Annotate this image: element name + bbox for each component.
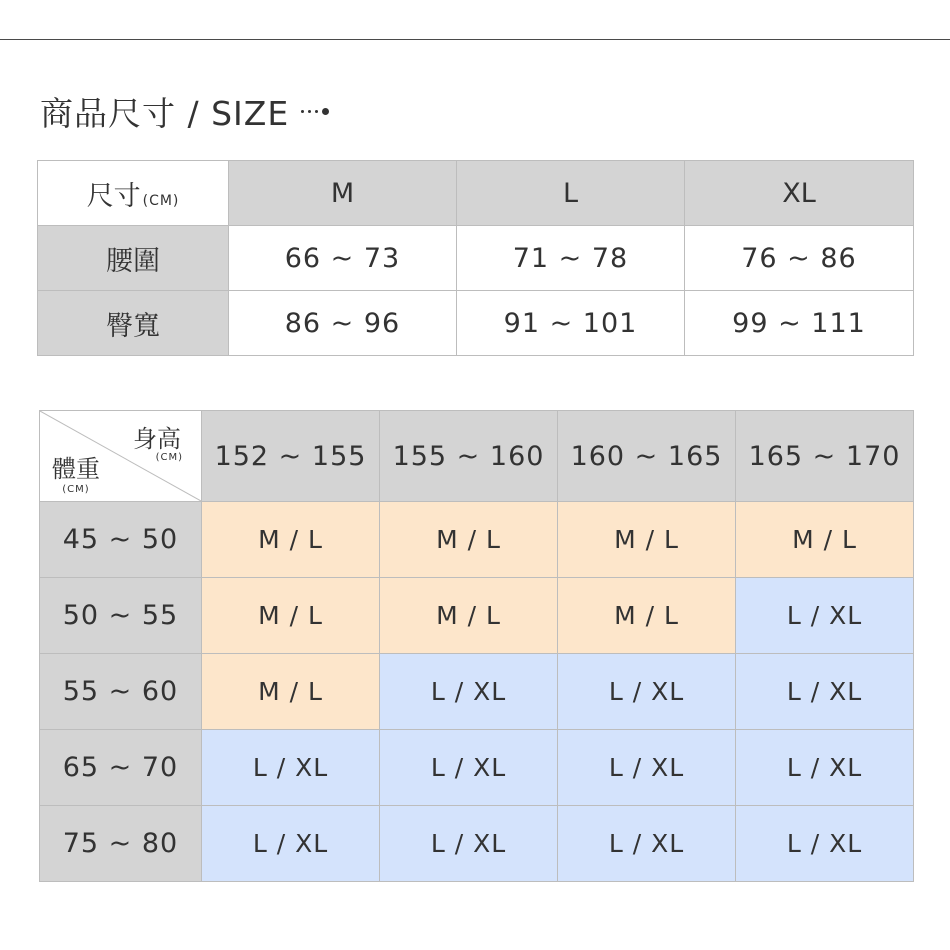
height-header: 165 ~ 170: [736, 411, 914, 502]
size-header-l: L: [457, 161, 685, 226]
fit-cell: M / L: [202, 502, 380, 578]
hip-xl: 99 ~ 111: [685, 291, 914, 356]
fit-cell: M / L: [558, 578, 736, 654]
fit-cell: L / XL: [736, 654, 914, 730]
fit-row: [40, 730, 914, 806]
height-label: 身高: [133, 425, 181, 453]
fit-row: [40, 654, 914, 730]
hip-m: 86 ~ 96: [229, 291, 457, 356]
fit-table-corner: [40, 411, 202, 502]
fit-cell: L / XL: [380, 806, 558, 882]
fit-cell: L / XL: [558, 806, 736, 882]
fit-table: [39, 410, 914, 882]
weight-header: 45 ~ 50: [40, 502, 202, 578]
fit-cell: M / L: [380, 502, 558, 578]
fit-cell: L / XL: [202, 730, 380, 806]
fit-row: [40, 806, 914, 882]
waist-xl: 76 ~ 86: [685, 226, 914, 291]
fit-cell: M / L: [736, 502, 914, 578]
fit-cell: M / L: [202, 654, 380, 730]
size-table-corner: [38, 161, 229, 226]
waist-l: 71 ~ 78: [457, 226, 685, 291]
weight-header: 75 ~ 80: [40, 806, 202, 882]
fit-cell: L / XL: [736, 806, 914, 882]
fit-cell: L / XL: [558, 654, 736, 730]
row-label-waist: 腰圍: [38, 226, 229, 291]
height-header: 155 ~ 160: [380, 411, 558, 502]
weight-axis-label: [52, 449, 100, 495]
top-divider: [0, 39, 950, 40]
fit-cell: L / XL: [736, 730, 914, 806]
weight-header: 50 ~ 55: [40, 578, 202, 654]
fit-cell: M / L: [558, 502, 736, 578]
size-header-m: M: [229, 161, 457, 226]
row-label-hip: 臀寬: [38, 291, 229, 356]
size-label: 尺寸: [86, 180, 141, 212]
height-unit: (CM): [155, 452, 183, 463]
fit-cell: L / XL: [202, 806, 380, 882]
height-header: 160 ~ 165: [558, 411, 736, 502]
dots-ornament: [301, 108, 329, 115]
size-unit: (CM): [142, 192, 180, 209]
weight-label: 體重: [52, 455, 100, 483]
size-header-xl: XL: [685, 161, 914, 226]
fit-cell: M / L: [380, 578, 558, 654]
weight-header: 55 ~ 60: [40, 654, 202, 730]
fit-cell: L / XL: [558, 730, 736, 806]
fit-row: [40, 578, 914, 654]
height-axis-label: [133, 419, 181, 463]
page-title: 商品尺寸 / SIZE: [40, 93, 290, 133]
weight-header: 65 ~ 70: [40, 730, 202, 806]
size-table: [37, 160, 914, 356]
fit-row: [40, 502, 914, 578]
waist-m: 66 ~ 73: [229, 226, 457, 291]
hip-l: 91 ~ 101: [457, 291, 685, 356]
fit-cell: L / XL: [380, 654, 558, 730]
section-heading: [40, 88, 329, 134]
height-header: 152 ~ 155: [202, 411, 380, 502]
fit-cell: M / L: [202, 578, 380, 654]
fit-cell: L / XL: [736, 578, 914, 654]
weight-unit: (CM): [62, 484, 90, 495]
fit-cell: L / XL: [380, 730, 558, 806]
